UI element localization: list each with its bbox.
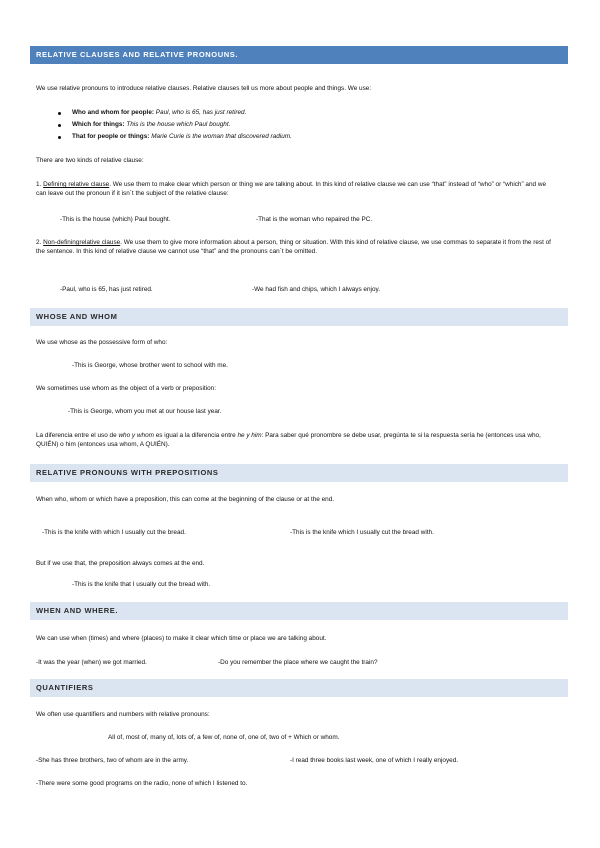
nondefining-example-1: -Paul, who is 65, has just retired. xyxy=(60,286,153,293)
defining-example-2: -That is the woman who repaired the PC. xyxy=(256,216,373,223)
quantifiers-list: All of, most of, many of, lots of, a few of, none of, one of, two of + Which or whom. xyxy=(108,734,340,741)
prepositions-line: When who, whom or which have a preposition, this can come at the beginning of the clause or at the end. xyxy=(36,496,335,503)
quantifiers-line: We often use quantifiers and numbers with relative pronouns: xyxy=(36,711,210,718)
bullet-dot xyxy=(58,124,61,127)
spanish-note: La diferencia entre el uso de who y whom es igual a la diferencia entre he y him: Para saber qué pronombre se debe usar, pregúnta te si la respuesta sería he (entonces usa who, QUIÉN) o him (entonces usa whom, A QUIÉN). xyxy=(36,432,541,448)
section-header-relative-clauses: RELATIVE CLAUSES AND RELATIVE PRONOUNS. xyxy=(30,46,568,64)
bullet-who-whom: Who and whom for people: Paul, who is 65, has just retired. xyxy=(72,109,247,116)
defining-example-1: -This is the house (which) Paul bought. xyxy=(60,216,171,223)
relative-intro: We use relative pronouns to introduce relative clauses. Relative clauses tell us more about people and things. We use: xyxy=(36,85,372,92)
whose-line: We use whose as the possessive form of who: xyxy=(36,339,168,346)
prepositions-that-line: But if we use that, the preposition always comes at the end. xyxy=(36,560,205,567)
when-where-line: We can use when (times) and where (places) to make it clear which time or place we are talking about. xyxy=(36,635,327,642)
prepositions-example-3: -This is the knife that I usually cut the bread with. xyxy=(72,581,211,588)
bullet-dot xyxy=(58,112,61,115)
nondefining-clause-term: Non-definingrelative clause xyxy=(43,239,121,246)
quantifiers-example-1: -She has three brothers, two of whom are in the army. xyxy=(36,757,189,764)
nondefining-example-2: -We had fish and chips, which I always enjoy. xyxy=(252,286,380,293)
defining-clause-paragraph: 1. Defining relative clause. We use them to make clear which person or thing we are talking about. In this kind of relative clause we can use “that” instead of “who” or “which” and we can leave out the pronoun if it isn´t the subject of the relative clause: xyxy=(36,181,546,197)
where-example: -Do you remember the place where we caught the train? xyxy=(218,659,378,666)
prepositions-example-1: -This is the knife with which I usually cut the bread. xyxy=(42,529,186,536)
section-header-prepositions: RELATIVE PRONOUNS WITH PREPOSITIONS xyxy=(30,464,568,482)
whom-example: -This is George, whom you met at our house last year. xyxy=(68,408,222,415)
quantifiers-example-3: -There were some good programs on the radio, none of which I listened to. xyxy=(36,780,248,787)
section-header-quantifiers: QUANTIFIERS xyxy=(30,679,568,697)
two-kinds-text: There are two kinds of relative clause: xyxy=(36,157,144,164)
defining-clause-term: Defining relative clause xyxy=(43,181,110,188)
nondefining-clause-paragraph: 2. Non-definingrelative clause. We use them to give more information about a person, thing or situation. With this kind of relative clause, we use commas to separate it from the rest of the sentence. In this kind of relative clause we cannot use “that” and the pronouns can´t be omitted. xyxy=(36,239,551,255)
whom-line: We sometimes use whom as the object of a verb or preposition: xyxy=(36,385,216,392)
section-header-whose-whom: WHOSE AND WHOM xyxy=(30,308,568,326)
bullet-dot xyxy=(58,136,61,139)
bullet-that: That for people or things: Marie Curie is the woman that discovered radium. xyxy=(72,133,292,140)
when-example: -It was the year (when) we got married. xyxy=(36,659,147,666)
whose-example: -This is George, whose brother went to school with me. xyxy=(72,362,228,369)
quantifiers-example-2: -I read three books last week, one of which I really enjoyed. xyxy=(290,757,459,764)
bullet-which: Which for things: This is the house which Paul bought. xyxy=(72,121,231,128)
prepositions-example-2: -This is the knife which I usually cut the bread with. xyxy=(290,529,434,536)
section-header-when-where: WHEN AND WHERE. xyxy=(30,602,568,620)
